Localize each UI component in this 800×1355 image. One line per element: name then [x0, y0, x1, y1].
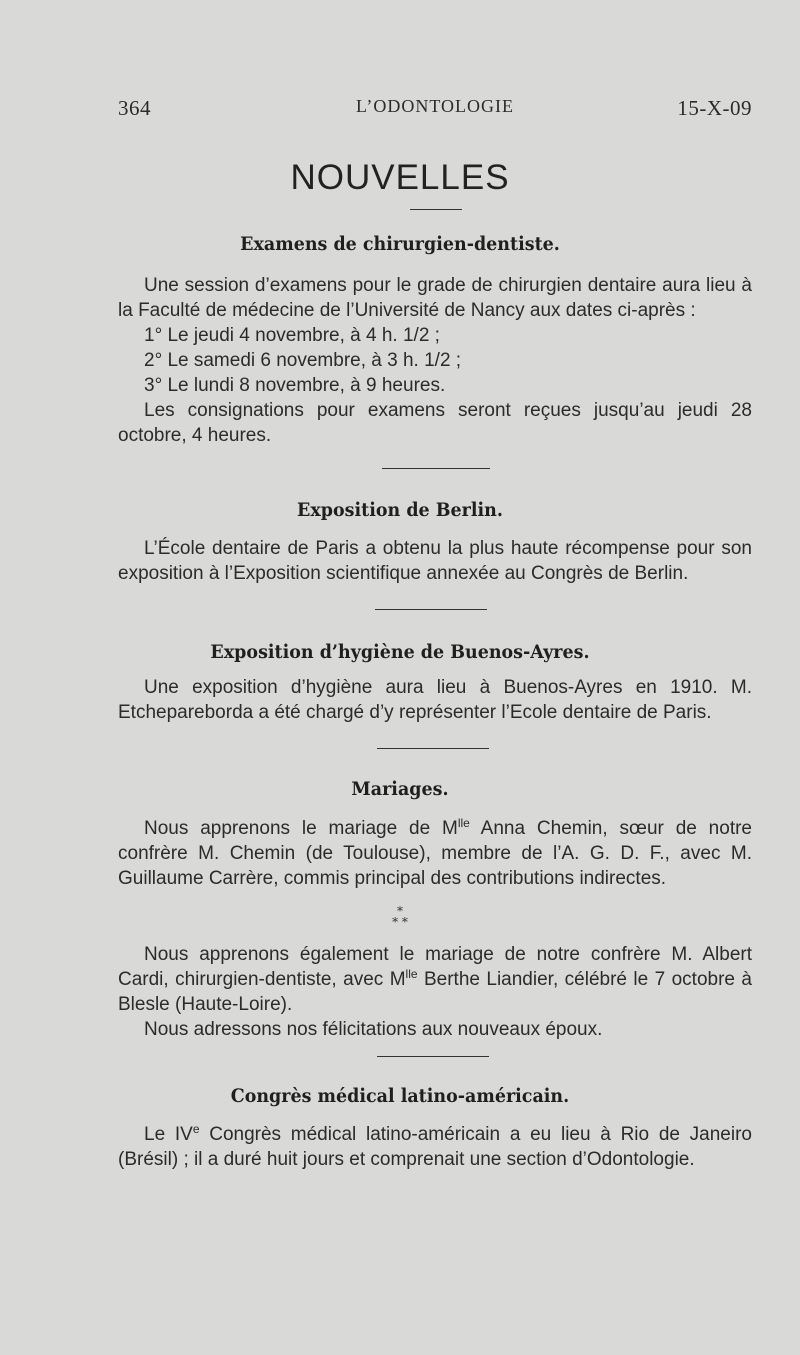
mariages-paragraph-3: Nous adressons nos félicitations aux nouveaux époux. [144, 1019, 603, 1040]
section-body-mariages-2 [118, 942, 752, 1042]
section-body-examens [118, 273, 752, 448]
issue-date: 15-X-09 [677, 96, 752, 120]
examens-intro: Une session d’examens pour le grade de chirurgien dentaire aura lieu à la Faculté de médecine de l’Université de Nancy aux dates ci-après : [118, 275, 752, 321]
section-heading-berlin: Exposition de Berlin. [297, 499, 503, 521]
section-body-buenos-ayres [118, 675, 752, 725]
journal-title: L’ODONTOLOGIE [356, 96, 514, 116]
page-number: 364 [118, 96, 151, 120]
page-title: NOUVELLES [290, 158, 510, 197]
section-rule-4 [377, 1056, 489, 1057]
title-rule [410, 209, 462, 210]
examens-closing: Les consignations pour examens seront reçues jusqu’au jeudi 28 octobre, 4 heures. [118, 400, 752, 446]
section-body-berlin [118, 536, 752, 586]
section-rule-3 [377, 748, 489, 749]
examens-item-1: 1° Le jeudi 4 novembre, à 4 h. 1/2 ; [144, 325, 440, 346]
congres-text: Le IVe Congrès médical latino-américain a eu lieu à Rio de Janeiro (Brésil) ; il a duré huit jours et comprenait une section d’Odontologie. [118, 1122, 752, 1170]
running-header [118, 96, 752, 126]
examens-item-2: 2° Le samedi 6 novembre, à 3 h. 1/2 ; [144, 350, 462, 371]
section-heading-congres: Congrès médical latino-américain. [230, 1085, 570, 1107]
section-body-mariages-1 [118, 816, 752, 891]
section-heading-examens: Examens de chirurgien-dentiste. [240, 233, 560, 255]
mariages-paragraph-1: Nous apprenons le mariage de $M^{lle}$ Anna Chemin, sœur de notre confrère M. Chemin (de Toulouse), membre de l’A. G. D. F., avec M. Guillaume Carrère, commis principal des contributions indirectes. [118, 816, 752, 889]
berlin-text: L’École dentaire de Paris a obtenu la plus haute récompense pour son exposition à l’Exposition scientifique annexée au Congrès de Berlin. [118, 538, 752, 584]
section-body-congres [118, 1122, 752, 1172]
examens-item-3: 3° Le lundi 8 novembre, à 9 heures. [144, 375, 446, 396]
buenos-ayres-text: Une exposition d’hygiène aura lieu à Buenos-Ayres en 1910. M. Etchepareborda a été chargé d’y représenter l’Ecole dentaire de Paris. [118, 677, 752, 723]
section-heading-buenos-ayres: Exposition d’hygiène de Buenos-Ayres. [210, 641, 590, 663]
section-rule-1 [382, 468, 490, 469]
section-heading-mariages: Mariages. [351, 778, 449, 800]
asterism: * * * [392, 904, 408, 929]
mariages-paragraph-2: Nous apprenons également le mariage de notre confrère M. Albert Cardi, chirurgien-dentiste, avec $M^{lle}$ Berthe Liandier, célébré le 7 octobre à Blesle (Haute-Loire). [118, 944, 752, 1015]
section-rule-2 [375, 609, 487, 610]
